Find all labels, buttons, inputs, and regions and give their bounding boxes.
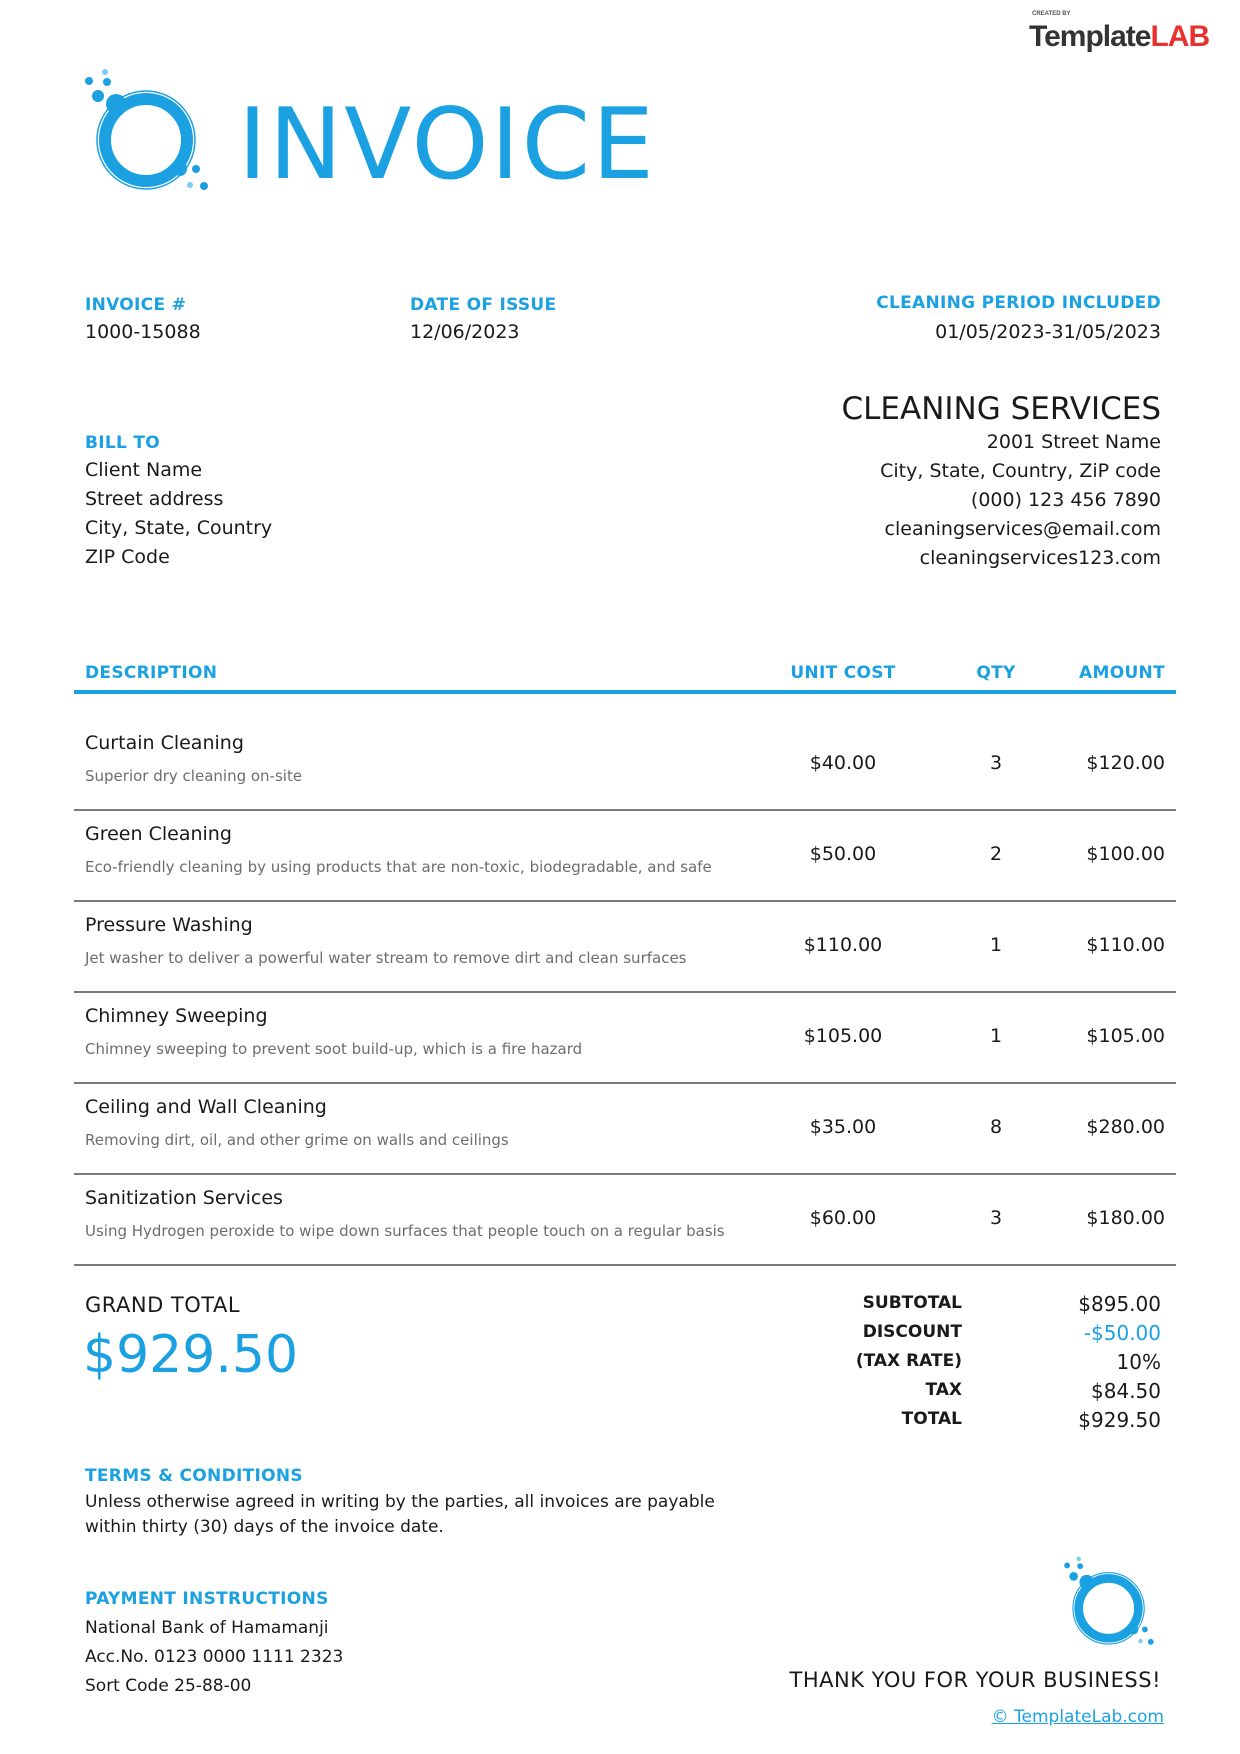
item-amount: $100.00 — [1086, 843, 1165, 865]
total-value: $929.50 — [1078, 1408, 1161, 1432]
unit-cost-header: UNIT COST — [790, 663, 896, 683]
company-phone: (000) 123 456 7890 — [970, 489, 1161, 512]
client-name: Client Name — [85, 459, 203, 481]
table-row — [74, 991, 1176, 1084]
item-description: Jet washer to deliver a powerful water stream to remove dirt and clean surfaces — [85, 949, 687, 967]
sort-code: Sort Code 25-88-00 — [85, 1676, 252, 1696]
item-title: Ceiling and Wall Cleaning — [85, 1096, 327, 1118]
tax-label: TAX — [925, 1380, 962, 1400]
qty-header: QTY — [976, 663, 1016, 683]
brand-name-part2: LAB — [1150, 20, 1210, 53]
item-description: Removing dirt, oil, and other grime on walls and ceilings — [85, 1131, 509, 1149]
item-qty: 3 — [989, 1207, 1003, 1229]
line-items-header — [74, 660, 1176, 694]
thank-you-message: THANK YOU FOR YOUR BUSINESS! — [789, 1668, 1161, 1692]
tax-rate-value: 10% — [1116, 1350, 1161, 1374]
item-description: Eco-friendly cleaning by using products that are non-toxic, biodegradable, and safe — [85, 858, 712, 876]
invoice-title: INVOICE — [238, 88, 656, 202]
client-street: Street address — [85, 488, 224, 510]
item-description: Using Hydrogen peroxide to wipe down surfaces that people touch on a regular basis — [85, 1222, 725, 1240]
item-unit-cost: $35.00 — [809, 1116, 877, 1138]
payment-details — [85, 1614, 343, 1701]
bank-name: National Bank of Hamamanji — [85, 1618, 329, 1638]
item-qty: 1 — [989, 934, 1003, 956]
table-row — [74, 1173, 1176, 1266]
item-qty: 8 — [989, 1116, 1003, 1138]
item-amount: $105.00 — [1086, 1025, 1165, 1047]
terms-label: TERMS & CONDITIONS — [85, 1466, 303, 1486]
discount-value: -$50.00 — [1083, 1321, 1161, 1345]
item-unit-cost: $110.00 — [803, 934, 883, 956]
payment-instructions-label: PAYMENT INSTRUCTIONS — [85, 1589, 329, 1609]
terms-line: within thirty (30) days of the invoice date. — [85, 1517, 444, 1537]
date-of-issue-value: 12/06/2023 — [410, 321, 520, 343]
invoice-number-value: 1000-15088 — [85, 321, 201, 343]
item-qty: 2 — [989, 843, 1003, 865]
item-unit-cost: $60.00 — [809, 1207, 877, 1229]
table-row — [74, 809, 1176, 902]
subtotal-label: SUBTOTAL — [862, 1293, 962, 1313]
invoice-number-label: INVOICE # — [85, 295, 187, 315]
item-unit-cost: $50.00 — [809, 843, 877, 865]
description-header: DESCRIPTION — [85, 663, 218, 683]
date-of-issue-label: DATE OF ISSUE — [410, 295, 557, 315]
company-block — [842, 391, 1161, 573]
cleaning-period-label: CLEANING PERIOD INCLUDED — [876, 293, 1161, 313]
company-website: cleaningservices123.com — [919, 547, 1161, 570]
footer-logo-icon — [1062, 1556, 1158, 1652]
company-logo-icon — [82, 68, 214, 200]
company-street: 2001 Street Name — [986, 431, 1161, 454]
terms-text — [85, 1490, 715, 1540]
terms-line: Unless otherwise agreed in writing by the parties, all invoices are payable — [85, 1492, 715, 1512]
grand-total-value: $929.50 — [83, 1325, 299, 1385]
bill-to-block — [85, 433, 272, 572]
company-name: CLEANING SERVICES — [841, 391, 1161, 427]
item-title: Chimney Sweeping — [85, 1005, 268, 1027]
item-title: Green Cleaning — [85, 823, 232, 845]
templatelab-link[interactable]: © TemplateLab.com — [991, 1707, 1164, 1727]
item-title: Sanitization Services — [85, 1187, 283, 1209]
item-qty: 1 — [989, 1025, 1003, 1047]
cleaning-period-value: 01/05/2023-31/05/2023 — [935, 321, 1161, 343]
table-row — [74, 1082, 1176, 1175]
item-unit-cost: $40.00 — [809, 752, 877, 774]
account-number: Acc.No. 0123 0000 1111 2323 — [85, 1647, 344, 1667]
item-unit-cost: $105.00 — [803, 1025, 883, 1047]
item-qty: 3 — [989, 752, 1003, 774]
tax-rate-label: (TAX RATE) — [855, 1351, 962, 1371]
item-amount: $110.00 — [1086, 934, 1165, 956]
discount-label: DISCOUNT — [862, 1322, 962, 1342]
total-label: TOTAL — [901, 1409, 962, 1429]
bill-to-label: BILL TO — [85, 433, 161, 453]
tax-value: $84.50 — [1091, 1379, 1161, 1403]
item-amount: $180.00 — [1086, 1207, 1165, 1229]
client-city: City, State, Country — [85, 517, 273, 539]
table-row — [74, 900, 1176, 993]
item-title: Curtain Cleaning — [85, 732, 244, 754]
templatelab-brand: CREATED BY TemplateLAB — [1029, 11, 1210, 53]
company-email: cleaningservices@email.com — [884, 518, 1161, 541]
item-amount: $120.00 — [1086, 752, 1165, 774]
client-zip: ZIP Code — [85, 546, 170, 568]
amount-header: AMOUNT — [1079, 663, 1165, 683]
grand-total-label: GRAND TOTAL — [85, 1293, 241, 1317]
item-description: Chimney sweeping to prevent soot build-up, which is a fire hazard — [85, 1040, 583, 1058]
item-title: Pressure Washing — [85, 914, 253, 936]
brand-name-part1: Template — [1029, 20, 1151, 53]
subtotal-value: $895.00 — [1078, 1292, 1161, 1316]
company-city: City, State, Country, ZiP code — [880, 460, 1161, 483]
item-description: Superior dry cleaning on-site — [85, 767, 303, 785]
table-row — [74, 718, 1176, 811]
item-amount: $280.00 — [1086, 1116, 1165, 1138]
